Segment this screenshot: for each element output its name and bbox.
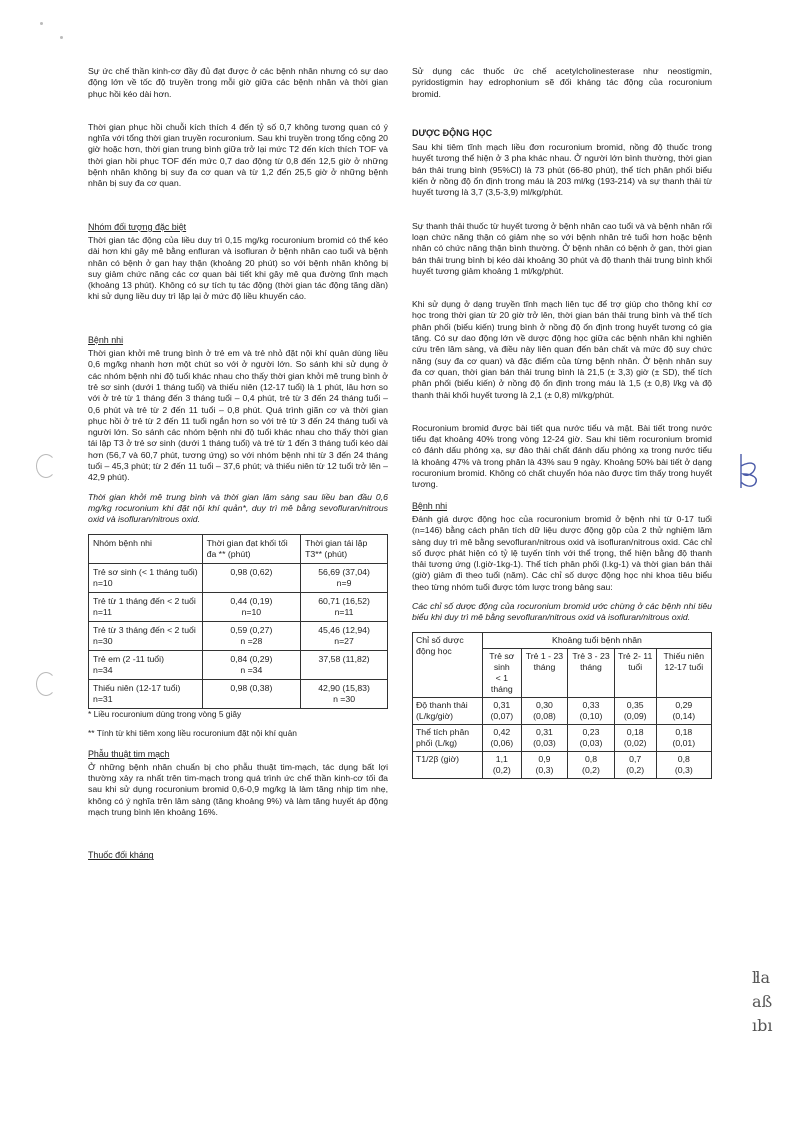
punch-hole-mark	[36, 454, 56, 478]
peak-count: n=10	[241, 606, 262, 617]
table-cell: 0,31 (0,03)	[521, 724, 568, 751]
table-cell: 0,33 (0,10)	[568, 697, 615, 724]
table-footnote: ** Tính từ khi tiêm xong liều rocuronium đặt nội khí quản	[88, 727, 297, 738]
section-heading: Bệnh nhi	[88, 334, 124, 345]
group-count: n=31	[93, 693, 113, 704]
paragraph: Đánh giá dược động học của rocuronium bromid ở bệnh nhi từ 0-17 tuổi (n=146) bằng cách phân tích dữ liệu dược động gộp của 2 thử nghiệm lâm sàng duy trì mê bằng sevofluran/nitrous oxid và isofluran/nitrous oxid. Các chỉ số được phát hiện có tỷ lệ tuyến tính với thể trọng, thể hiện bằng độ thanh thải tương ứng (l.giờ-1kg-1). Thể tích phân phối (l.kg-1) và thời gian bán thải (giờ) giảm đi theo tuổi (năm). Các chỉ số dược động học nhi khoa tiêu biểu theo từng nhóm tuổi được tóm lược trong bảng sau:	[412, 513, 712, 592]
t3-count: n=27	[334, 635, 354, 646]
group-label: Trẻ từ 1 tháng đến < 2 tuổi	[93, 595, 196, 606]
margin-handwriting-line: ıbı	[752, 1016, 773, 1035]
handwritten-signature	[735, 452, 765, 492]
group-label: Thiếu niên (12-17 tuổi)	[93, 682, 181, 693]
paragraph: Khi sử dụng ở dạng truyền tĩnh mạch liên tục để trợ giúp cho thông khí cơ học trong thời gian từ 20 giờ trở lên, thời gian bán thải trung bình và thể tích phân phối (biểu kiến) trung bình ở nồng độ ổn định trong huyết tương có gia tăng. Có sự dao động lớn về dược động học giữa các bệnh nhân khi nghiên cứu trên lâm sàng, và điều này liên quan đến bản chất và mức độ suy chức năng (suy đa cơ quan) và đặc điểm của từng bệnh nhân. Ở bệnh nhân suy đa cơ quan, thời gian bán thải trung bình là 21,5 (± 3,3) giờ (± SD), thể tích phân phối (biểu kiến) ở nồng độ ổn định trong máu là 1,5 (± 0,8) l/kg và độ thanh thải khối huyết tương là 2,1 (± 0,8) ml/kg/phút.	[412, 299, 712, 400]
section-title: DƯỢC ĐỘNG HỌC	[412, 127, 493, 138]
table-row	[89, 650, 388, 679]
table-group-header: Khoảng tuổi bệnh nhân	[482, 632, 711, 648]
table-cell: 0,29 (0,14)	[656, 697, 711, 724]
margin-handwriting-line: ŀla	[752, 968, 770, 987]
table-cell: 0,23 (0,03)	[568, 724, 615, 751]
table-footnote: * Liều rocuronium dùng trong vòng 5 giây	[88, 708, 242, 719]
table-row	[89, 679, 388, 708]
paragraph: Rocuronium bromid được bài tiết qua nước tiểu và mật. Bài tiết trong nước tiểu đạt khoảng 40% trong vòng 12-24 giờ. Sau khi tiêm rocuronium bromid có đánh dấu phóng xạ, sự đào thải chất đánh dấu phóng xạ trong nước tiểu là khoảng 47% và trong phân là 43% sau 9 ngày. Khoảng 50% bài tiết ở dạng rocuronium bromid. Không có chất chuyển hóa nào được tìm thấy trong huyết tương.	[412, 422, 712, 490]
paragraph: Sử dụng các thuốc ức chế acetylcholinesterase như neostigmin, pyridostigmin hay edrophonium sẽ đối kháng tác động của rocuronium bromid.	[412, 66, 712, 99]
group-count: n=34	[93, 664, 113, 675]
table-cell: 0,7 (0,2)	[614, 751, 656, 778]
table-row	[413, 751, 712, 778]
peak-value: 0,84 (0,29)	[230, 653, 273, 664]
group-label: Trẻ sơ sinh (< 1 tháng tuổi)	[93, 566, 198, 577]
scan-speck	[40, 22, 43, 25]
peak-count: n =34	[240, 664, 263, 675]
age-column-header: Trẻ 2- 11 tuổi	[614, 648, 656, 697]
table-row	[413, 724, 712, 751]
paragraph: Sau khi tiêm tĩnh mạch liều đơn rocuronium bromid, nồng độ thuốc trong huyết tương thể hiện ở 3 pha khác nhau. Ở người lớn bình thường, thời gian bán thải trung bình (95%CI) là 73 phút (66-80 phút), thể tích phân phối biểu kiến ở nồng độ ổn định trong máu là 203 ml/kg (193-214) và sự thanh thải từ huyết tương là 3,7 (3,5-3,9) ml/kg/phút.	[412, 142, 712, 198]
table-row	[413, 697, 712, 724]
pediatric-pk-table	[412, 632, 712, 779]
paragraph: Thời gian phục hồi chuỗi kích thích 4 đến tỷ số 0,7 không tương quan có ý nghĩa với tổng thời gian truyền rocuronium. Sau khi truyền trong tổng cộng 20 giờ hoặc hơn, thời gian trung bình giữa trở lại mức T2 đến kích thích TOF và thời gian hồi phục TOF đến mức 0,7 dao động từ 0,8 đến 12,5 giờ ở những bệnh nhân không bị suy đa cơ quan và từ 1,2 đến 25,5 giờ ở những bệnh nhân bị suy đa cơ quan.	[88, 121, 388, 189]
group-count: n=10	[93, 577, 113, 588]
table-caption: Các chỉ số dược động của rocuronium bromid ước chừng ở các bệnh nhi tiêu biểu khi duy trì mê bằng sevofluran/nitrous oxid và isofluran/nitrous oxid.	[412, 600, 712, 623]
table-corner-header: Chỉ số dược động học	[413, 632, 483, 697]
paragraph: Thời gian khởi mê trung bình ở trẻ em và trẻ nhỏ đặt nội khí quản dùng liều 0,6 mg/kg nhanh hơn một chút so với ở người lớn. So sánh khi sử dụng ở các nhóm bệnh nhi độ tuổi khác nhau cho thấy thời gian khởi mê trung bình ở trẻ sơ sinh (dưới 1 tháng tuổi) và thiếu niên (12-17 tuổi) là 1 phút, lâu hơn so với ở trẻ từ 1 tháng đến 3 tháng tuổi – 0,4 phút, trẻ từ 3 đến 24 tháng tuổi – 0,6 phút và trẻ từ 2 đến 11 tuổi – 0,8 phút. Quá trình giãn cơ và thời gian phục hồi ở trẻ từ 2 đến 11 tuổi ngắn hơn so với trẻ từ 3 đến 24 tháng tuổi và người lớn. So sánh các nhóm bệnh nhi độ tuổi khác nhau cho thấy thời gian tái lập T3 ở trẻ sơ sinh (dưới 1 tháng tuổi) và trẻ từ 1 đến 3 tháng tuổi kéo dài hơn (56,7 và 60,7 phút, tương ứng) so với nhóm bệnh nhi từ 3 đến 24 tháng tuổi – 45,3 phút; từ 2 đến 11 tuổi – 37,6 phút; và thiếu niên từ 12 tuổi trở lên – 42,9 phút).	[88, 348, 388, 483]
table-cell: 0,18 (0,01)	[656, 724, 711, 751]
peak-value: 0,98 (0,62)	[230, 566, 273, 577]
age-column-header: Trẻ 1 - 23 tháng	[521, 648, 568, 697]
margin-handwriting-line: aß	[752, 992, 773, 1011]
table-cell: 1,1 (0,2)	[482, 751, 521, 778]
table-header: Thời gian tái lập T3** (phút)	[301, 534, 388, 563]
section-heading: Phẫu thuật tim mạch	[88, 748, 170, 759]
row-label: Thể tích phân phối (L/kg)	[413, 724, 483, 751]
t3-value: 56,69 (37,04)	[318, 566, 370, 577]
left-column	[88, 66, 388, 864]
peak-count: n =28	[240, 635, 263, 646]
t3-value: 42,90 (15,83)	[318, 682, 370, 693]
section-heading: Bệnh nhi	[412, 500, 448, 511]
row-label: T1/2β (giờ)	[413, 751, 483, 778]
table-cell: 0,35 (0,09)	[614, 697, 656, 724]
t3-value: 60,71 (16,52)	[318, 595, 370, 606]
table-header: Nhóm bệnh nhi	[89, 534, 203, 563]
scan-speck	[60, 36, 63, 39]
t3-count: n=9	[336, 577, 352, 588]
t3-value: 45,46 (12,94)	[318, 624, 370, 635]
table-caption: Thời gian khởi mê trung bình và thời gian lâm sàng sau liều ban đầu 0,6 mg/kg rocuronium khi đặt nội khí quản*, duy trì mê bằng sevofluran/nitrous oxid và isofluran/nitrous oxid.	[88, 491, 388, 525]
table-cell: 0,8 (0,3)	[656, 751, 711, 778]
table-row	[89, 621, 388, 650]
table-cell: 0,30 (0,08)	[521, 697, 568, 724]
age-column-header: Thiếu niên 12-17 tuổi	[656, 648, 711, 697]
paragraph: Sự ức chế thần kinh-cơ đầy đủ đạt được ở các bệnh nhân nhưng có sự dao động lớn về tốc độ truyền trong mỗi giờ giữa các bệnh nhân và thời gian phục hồi kéo dài hơn.	[88, 66, 388, 99]
paragraph: Ở những bệnh nhân chuẩn bị cho phẫu thuật tim-mạch, tác dụng bất lợi thường xảy ra nhất trên tim-mạch trong quá trình ức chế thần kinh-cơ tối đa sau khi sử dụng rocuronium bromid 0,6-0,9 mg/kg là làm tăng nhịp tim nhẹ, không có ý nghĩa trên lâm sàng (tăng khoảng 9%) và làm tăng huyết áp động mạch trung bình lên khoảng 16%.	[88, 761, 388, 817]
age-column-header: Trẻ 3 - 23 tháng	[568, 648, 615, 697]
section-heading: Thuốc đối kháng	[88, 850, 154, 861]
peak-value: 0,44 (0,19)	[230, 595, 273, 606]
group-count: n=11	[93, 606, 112, 617]
section-heading: Nhóm đối tượng đặc biệt	[88, 221, 187, 232]
punch-hole-mark	[36, 672, 56, 696]
group-count: n=30	[93, 635, 113, 646]
age-column-header: Trẻ sơ sinh < 1 tháng	[482, 648, 521, 697]
t3-count: n=11	[334, 606, 354, 617]
table-row	[89, 592, 388, 621]
pediatric-onset-table	[88, 534, 388, 709]
table-row	[89, 563, 388, 592]
table-header: Thời gian đạt khối tối đa ** (phút)	[202, 534, 301, 563]
group-label: Trẻ từ 3 tháng đến < 2 tuổi	[93, 624, 196, 635]
peak-value: 0,59 (0,27)	[230, 624, 273, 635]
paragraph: Thời gian tác động của liều duy trì 0,15 mg/kg rocuronium bromid có thể kéo dài hơn khi gây mê bằng enfluran và isofluran ở bệnh nhân cao tuổi và bệnh nhân có bệnh ở gan hay thận (khoảng 20 phút) so với bệnh nhân không bị suy giảm chức năng các cơ quan bài tiết khi gây mê qua đường tĩnh mạch (khoảng 13 phút). Không có sự tích tụ tác động (thời gian tác động tăng dần) khi sử dụng liều duy trì lặp lại ở mức độ liều khuyến cáo.	[88, 234, 388, 302]
table-cell: 0,18 (0,02)	[614, 724, 656, 751]
peak-value: 0,98 (0,38)	[230, 682, 273, 693]
table-cell: 0,31 (0,07)	[482, 697, 521, 724]
table-cell: 0,42 (0,06)	[482, 724, 521, 751]
t3-count: n =30	[333, 693, 356, 704]
row-label: Độ thanh thải (L/kg/giờ)	[413, 697, 483, 724]
group-label: Trẻ em (2 -11 tuổi)	[93, 653, 164, 664]
table-cell: 0,9 (0,3)	[521, 751, 568, 778]
right-column	[412, 66, 712, 779]
t3-value: 37,58 (11,82)	[318, 653, 370, 664]
paragraph: Sự thanh thải thuốc từ huyết tương ở bệnh nhân cao tuổi và và bệnh nhân rối loạn chức năng thận có giảm nhẹ so với bệnh nhân trẻ tuổi hơn hoặc bệnh nhân có chức năng thận bình thường. Ở bệnh nhân có bệnh ở gan, thời gian bán thải trung bình bị kéo dài khoảng 30 phút và độ thanh thải trung bình khối huyết tương giảm khoảng 1 ml/kg/phút.	[412, 220, 712, 276]
table-cell: 0,8 (0,2)	[568, 751, 615, 778]
